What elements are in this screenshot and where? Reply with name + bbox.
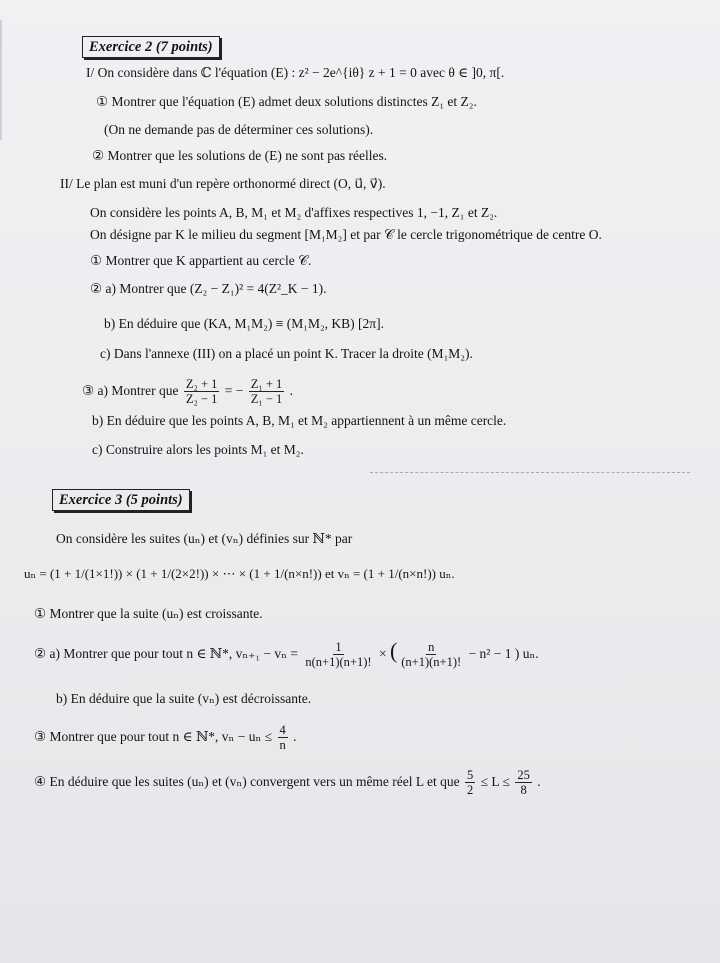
q2a-times: × — [378, 646, 387, 661]
q3-fraction-numerator: 4 — [279, 723, 286, 738]
q3a-middle: = − — [224, 383, 244, 398]
vn-definition: et vₙ = (1 + 1/(n×n!)) uₙ. — [324, 566, 455, 581]
part1-question-2: ② Montrer que les solutions de (E) ne sont pas réelles. — [92, 148, 388, 163]
q4-end: . — [537, 774, 541, 789]
q3a-end: . — [289, 383, 294, 398]
exercise3-question-1: ① Montrer que la suite (uₙ) est croissante. — [34, 606, 263, 621]
separator — [370, 472, 690, 473]
part2-question-2c: c) Dans l'annexe (III) on a placé un point K. Tracer la droite (M₁M₂). — [100, 346, 473, 361]
part2-question-1: ① Montrer que K appartient au cercle 𝒞. — [90, 253, 312, 268]
exercise3-question-4 — [34, 762, 541, 802]
q3a-fraction-1 — [184, 377, 220, 406]
exercise-2-title: Exercice 2 (7 points) — [82, 36, 220, 58]
q3a-fraction-1-denominator: Z₂ − 1 — [185, 392, 218, 407]
q4-fraction-2 — [515, 768, 532, 797]
q3-prefix: ③ Montrer que pour tout n ∈ ℕ*, vₙ − uₙ ≤ — [34, 729, 273, 744]
part2-question-3b: b) En déduire que les points A, B, M₁ et M₂ appartiennent à un même cercle. — [92, 413, 507, 428]
q2a-fraction-2-denominator: (n+1)(n+1)! — [401, 655, 462, 670]
q2a-fraction-1 — [303, 640, 373, 669]
part2-question-2b: b) En déduire que (KA, M₁M₂) ≡ (M₁M₂, KB) [2π]. — [104, 316, 384, 331]
q2a-fraction-1-numerator: 1 — [335, 640, 342, 655]
part2-question-3c: c) Construire alors les points M₁ et M₂. — [92, 442, 304, 457]
q4-prefix: ④ En déduire que les suites (uₙ) et (vₙ) convergent vers un même réel L et que — [34, 774, 460, 789]
part2-k-definition: On désigne par K le milieu du segment [M₁M₂] et par 𝒞 le cercle trigonométrique de centre O. — [90, 227, 602, 242]
q3-end: . — [293, 729, 297, 744]
q2a-end: − n² − 1 ) uₙ. — [468, 646, 539, 661]
q2a-prefix: ② a) Montrer que pour tout n ∈ ℕ*, vₙ₊₁ − vₙ = — [34, 646, 299, 661]
q4-fraction-2-numerator: 25 — [517, 768, 530, 783]
q3a-prefix: ③ a) Montrer que — [82, 383, 179, 398]
part1-question-1-note: (On ne demande pas de déterminer ces solutions). — [104, 122, 374, 137]
q3-fraction — [278, 723, 288, 752]
q2a-fraction-2-numerator: n — [428, 640, 435, 655]
q3a-fraction-2-denominator: Z₁ − 1 — [250, 392, 283, 407]
q3a-fraction-2 — [249, 377, 285, 406]
q3a-fraction-2-numerator: Z₁ + 1 — [250, 377, 283, 392]
exercise-3-title: Exercice 3 (5 points) — [52, 489, 190, 511]
q3a-fraction-1-numerator: Z₂ + 1 — [185, 377, 218, 392]
exercise3-question-3 — [34, 718, 297, 756]
part2-intro: II/ Le plan est muni d'un repère orthonormé direct (O, u⃗, v⃗). — [60, 176, 386, 191]
part2-question-3a — [82, 372, 293, 410]
q4-fraction-1 — [465, 768, 475, 797]
un-definition: uₙ = (1 + 1/(1×1!)) × (1 + 1/(2×2!)) × ⋯ × (1 + 1/(n×n!)) — [24, 566, 322, 581]
binding-shadow — [0, 20, 2, 140]
exercise3-intro: On considère les suites (uₙ) et (vₙ) définies sur ℕ* par — [56, 531, 353, 546]
exercise3-question-2a: ② a) Montrer que pour tout n ∈ ℕ*, vₙ₊₁ − vₙ = $\frac{1}{n(n+1)(n+1)!}$ × ( $\frac{n}{(n+1)(n+1)!}$ − n² − 1 ) uₙ. — [34, 638, 539, 670]
q2a-fraction-1-denominator: n(n+1)(n+1)! — [305, 655, 372, 670]
q4-fraction-1-numerator: 5 — [467, 768, 474, 783]
exercise3-question-2b: b) En déduire que la suite (vₙ) est décroissante. — [56, 691, 312, 706]
q4-fraction-2-denominator: 8 — [520, 783, 527, 798]
part1-intro: I/ On considère dans ℂ l'équation (E) : z² − 2e^{iθ} z + 1 = 0 avec θ ∈ ]0, π[. — [86, 65, 505, 80]
q3-fraction-denominator: n — [279, 738, 286, 753]
part2-points: On considère les points A, B, M₁ et M₂ d'affixes respectives 1, −1, Z₁ et Z₂. — [90, 205, 498, 220]
exercise3-un-definition — [24, 565, 455, 583]
part2-question-2a: ② a) Montrer que (Z₂ − Z₁)² = 4(Z²_K − 1). — [90, 281, 327, 296]
q4-middle: ≤ L ≤ — [480, 774, 510, 789]
part1-question-1: ① Montrer que l'équation (E) admet deux solutions distinctes Z₁ et Z₂. — [96, 94, 477, 109]
q4-fraction-1-denominator: 2 — [467, 783, 474, 798]
q2a-fraction-2 — [399, 640, 463, 669]
